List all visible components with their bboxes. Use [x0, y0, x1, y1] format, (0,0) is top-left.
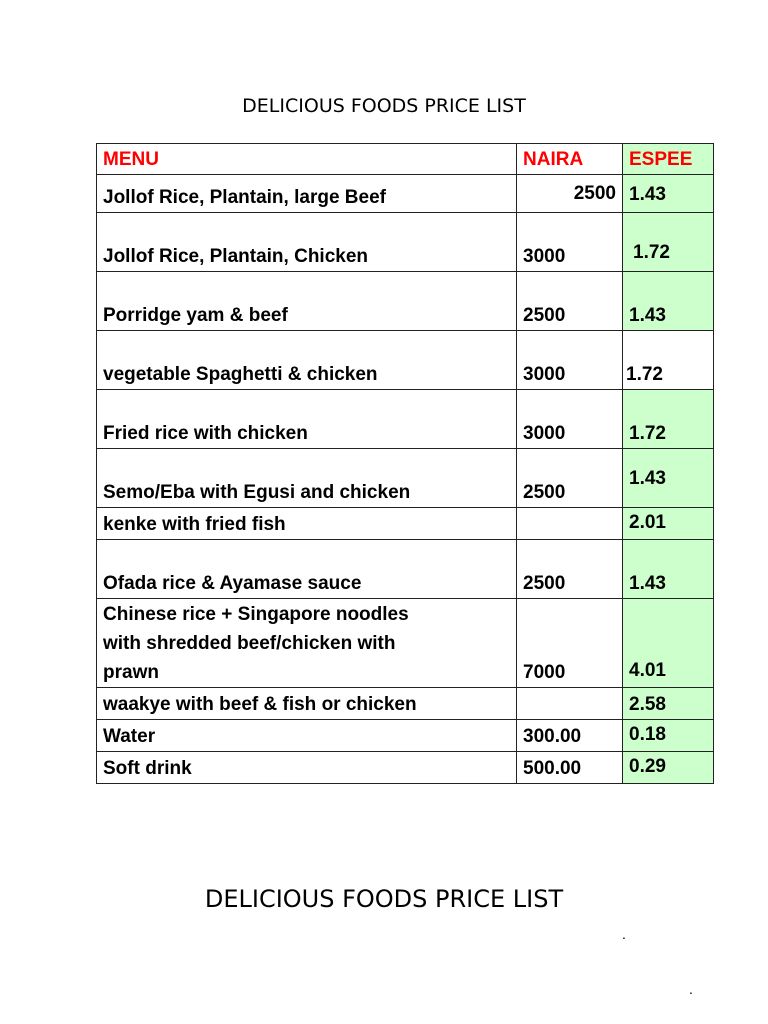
table-row	[97, 599, 714, 688]
naira-cell: 500.00	[517, 752, 623, 784]
table-row	[97, 508, 714, 540]
espee-cell: 1.43	[623, 272, 714, 331]
espee-cell: 4.01	[623, 599, 714, 688]
table-row	[97, 390, 714, 449]
table-row	[97, 331, 714, 390]
espee-cell: 1.43	[623, 175, 714, 213]
espee-cell: 2.01	[623, 508, 714, 540]
item-cell: Soft drink	[97, 752, 517, 784]
header-naira: NAIRA	[517, 144, 623, 175]
table-row	[97, 175, 714, 213]
naira-cell: 300.00	[517, 720, 623, 752]
naira-cell: 7000	[517, 599, 623, 688]
item-cell: Semo/Eba with Egusi and chicken	[97, 449, 517, 508]
item-cell: Water	[97, 720, 517, 752]
espee-cell: 0.18	[623, 720, 714, 752]
dot-mark: .	[622, 926, 626, 942]
header-menu: MENU	[97, 144, 517, 175]
table-row	[97, 720, 714, 752]
naira-cell: 2500	[517, 272, 623, 331]
item-cell: vegetable Spaghetti & chicken	[97, 331, 517, 390]
item-cell: Ofada rice & Ayamase sauce	[97, 540, 517, 599]
table-row	[97, 449, 714, 508]
footer-title: DELICIOUS FOODS PRICE LIST	[204, 885, 564, 913]
header-espee: ESPEE	[623, 144, 714, 175]
naira-cell	[517, 508, 623, 540]
item-cell: kenke with fried fish	[97, 508, 517, 540]
item-cell: waakye with beef & fish or chicken	[97, 688, 517, 720]
item-cell: Fried rice with chicken	[97, 390, 517, 449]
naira-cell	[517, 688, 623, 720]
naira-cell: 3000	[517, 213, 623, 272]
espee-cell: 1.72	[623, 331, 714, 390]
price-list-table	[96, 143, 714, 784]
table-row	[97, 688, 714, 720]
item-line: with shredded beef/chicken with	[103, 633, 396, 654]
dot-mark: .	[689, 981, 693, 997]
table-row	[97, 213, 714, 272]
espee-cell: 0.29	[623, 752, 714, 784]
item-cell: Porridge yam & beef	[97, 272, 517, 331]
table-row	[97, 540, 714, 599]
table-header-row	[97, 144, 714, 175]
naira-cell: 2500	[517, 175, 623, 213]
item-cell: Jollof Rice, Plantain, large Beef	[97, 175, 517, 213]
naira-cell: 2500	[517, 449, 623, 508]
espee-cell: 1.43	[623, 540, 714, 599]
espee-cell: 1.72	[623, 213, 714, 272]
table-row	[97, 272, 714, 331]
item-line: Chinese rice + Singapore noodles	[103, 604, 409, 625]
table-row	[97, 752, 714, 784]
naira-cell: 3000	[517, 331, 623, 390]
espee-cell: 2.58	[623, 688, 714, 720]
page-title: DELICIOUS FOODS PRICE LIST	[242, 95, 526, 117]
naira-cell: 2500	[517, 540, 623, 599]
espee-cell: 1.72	[623, 390, 714, 449]
naira-cell: 3000	[517, 390, 623, 449]
espee-cell: 1.43	[623, 449, 714, 508]
item-line: prawn	[103, 662, 159, 683]
item-cell: Jollof Rice, Plantain, Chicken	[97, 213, 517, 272]
item-cell	[97, 599, 517, 688]
